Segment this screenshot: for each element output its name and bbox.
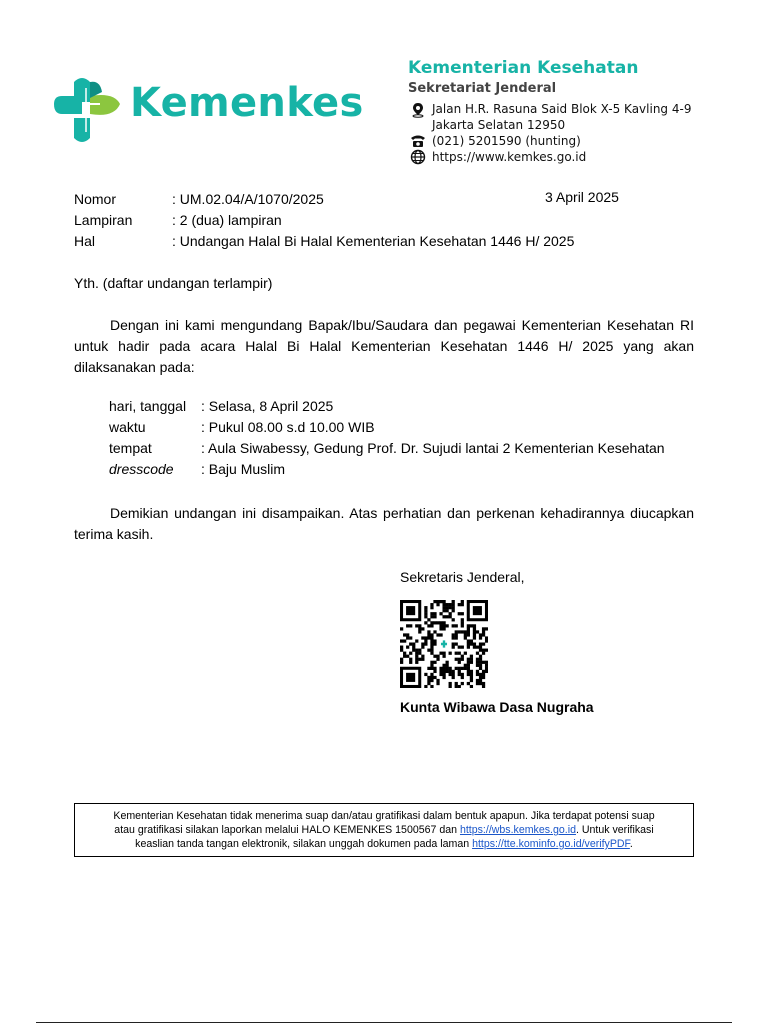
recipient: Yth. (daftar undangan terlampir) [74, 275, 273, 291]
detail-label: hari, tanggal [109, 398, 187, 414]
ministry-name: Kementerian Kesehatan [408, 58, 639, 78]
notice-line-3 [75, 837, 693, 851]
notice-text: . [629, 838, 633, 850]
lampiran-value: : 2 (dua) lampiran [172, 212, 282, 228]
detail-value: : Aula Siwabessy, Gedung Prof. Dr. Sujudi lantai 2 Kementerian Kesehatan [201, 440, 665, 456]
kemenkes-logo [52, 74, 364, 148]
lampiran-label: Lampiran [74, 212, 133, 228]
hal-label: Hal [74, 233, 96, 249]
location-pin-icon [410, 102, 426, 118]
detail-label: waktu [109, 419, 146, 435]
wbs-link[interactable]: https://wbs.kemkes.go.id [459, 824, 576, 836]
detail-value: : Baju Muslim [201, 461, 286, 477]
qr-code-icon [400, 600, 488, 688]
detail-value: : Pukul 08.00 s.d 10.00 WIB [201, 419, 375, 435]
globe-icon [410, 149, 426, 165]
notice-line-1: Kementerian Kesehatan tidak menerima suap dan/atau gratifikasi dalam bentuk apapun. Jika terdapat potensi suap [113, 810, 655, 822]
detail-label: dresscode [109, 461, 174, 477]
verify-pdf-link[interactable]: https://tte.kominfo.go.id/verifyPDF [472, 838, 630, 850]
anti-gratification-notice [74, 803, 694, 857]
intro-paragraph: Dengan ini kami mengundang Bapak/Ibu/Saudara dan pegawai Kementerian Kesehatan RI untuk hadir pada acara Halal Bi Halal Kementerian Kesehatan 1446 H/ 2025 yang akan dilaksanakan pada: [74, 317, 694, 375]
notice-text: . Untuk verifikasi [575, 824, 654, 836]
phone-number: (021) 5201590 (hunting) [432, 134, 581, 148]
signature-qr-code [400, 600, 488, 688]
closing-paragraph: Demikian undangan ini disampaikan. Atas perhatian dan perkenan kehadirannya diucapkan terima kasih. [74, 505, 694, 542]
notice-line-2 [75, 823, 693, 837]
letter-date: 3 April 2025 [545, 189, 619, 205]
phone-icon [410, 133, 426, 149]
address-line-2: Jakarta Selatan 12950 [432, 118, 566, 132]
nomor-value: : UM.02.04/A/1070/2025 [172, 191, 324, 207]
notice-text: atau gratifikasi silakan laporkan melalui HALO KEMENKES 1500567 dan [114, 824, 460, 836]
unit-name: Sekretariat Jenderal [408, 81, 557, 96]
signature-title: Sekretaris Jenderal, [400, 569, 525, 585]
address-line-1: Jalan H.R. Rasuna Said Blok X-5 Kavling 4-9 [432, 102, 692, 116]
notice-text: keaslian tanda tangan elektronik, silakan unggah dokumen pada laman [135, 838, 473, 850]
signer-name: Kunta Wibawa Dasa Nugraha [400, 699, 594, 715]
website-url[interactable]: https://www.kemkes.go.id [432, 150, 587, 164]
logo-wordmark: Kemenkes [130, 80, 364, 126]
detail-label: tempat [109, 440, 152, 456]
bottom-divider [36, 1022, 732, 1023]
hal-value: : Undangan Halal Bi Halal Kementerian Kesehatan 1446 H/ 2025 [172, 233, 575, 249]
detail-value: : Selasa, 8 April 2025 [201, 398, 334, 414]
nomor-label: Nomor [74, 191, 117, 207]
kemenkes-logo-icon [52, 74, 124, 146]
